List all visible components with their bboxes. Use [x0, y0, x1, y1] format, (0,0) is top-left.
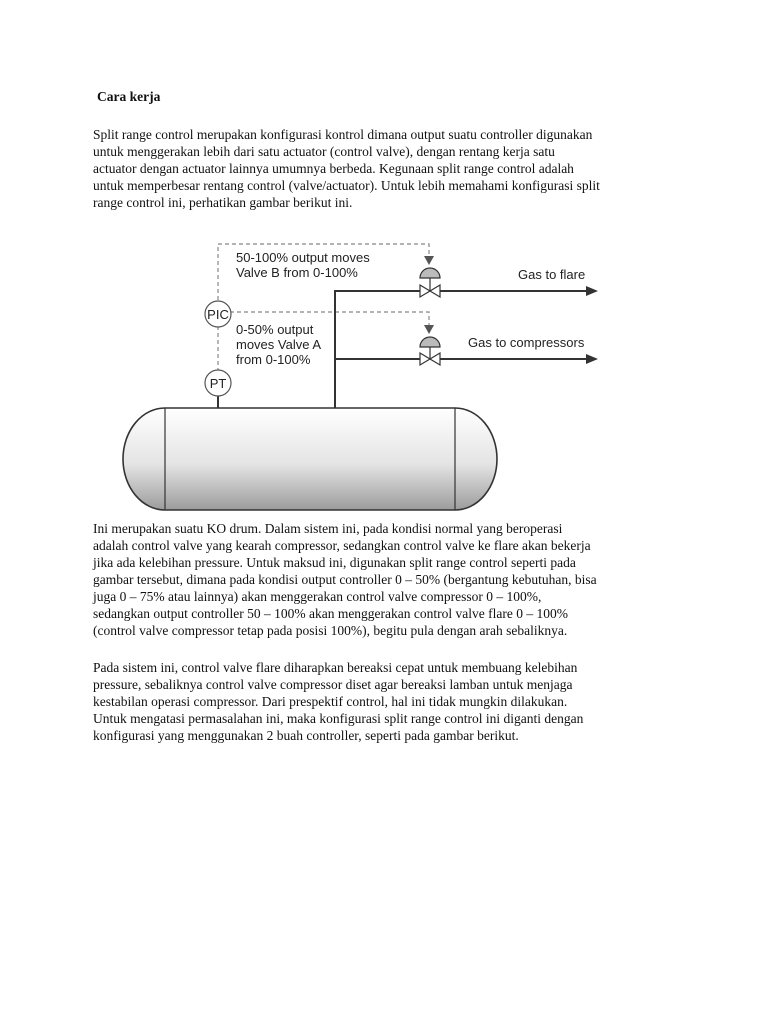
paragraph-line: Split range control merupakan konfigurasi kontrol dimana output suatu controller digunakan — [93, 127, 593, 142]
compressor-label: Gas to compressors — [468, 335, 585, 350]
paragraph-line: jika ada kelebihan pressure. Untuk maksud ini, digunakan split range control seperti pada — [93, 555, 576, 570]
paragraph-line: actuator dengan actuator lainnya umumnya berbeda. Kegunaan split range control adalah — [93, 161, 574, 176]
paragraph-line: konfigurasi yang menggunakan 2 buah controller, seperti pada gambar berikut. — [93, 728, 519, 743]
valve-b-note-line-2: Valve B from 0-100% — [236, 265, 358, 280]
paragraph-line: pressure, sebaliknya control valve compressor diset agar bereaksi lamban untuk menjaga — [93, 677, 573, 692]
valve-a-note-line-1: 0-50% output — [236, 322, 314, 337]
section-heading: Cara kerja — [97, 89, 161, 104]
pipe-main — [335, 291, 420, 408]
paragraph-explanation — [93, 520, 693, 639]
paragraph-line: range control ini, perhatikan gambar berikut ini. — [93, 195, 353, 210]
paragraph-conclusion — [93, 659, 693, 744]
paragraph-line: gambar tersebut, dimana pada kondisi output controller 0 – 50% (bergantung kebutuhan, bisa — [93, 572, 597, 587]
paragraph-line: (control valve compressor tetap pada posisi 100%), begitu pula dengan arah sebaliknya. — [93, 623, 568, 638]
split-range-diagram — [110, 228, 610, 518]
paragraph-intro — [93, 126, 693, 211]
paragraph-line: Untuk mengatasi permasalahan ini, maka konfigurasi split range control ini diganti dengan — [93, 711, 584, 726]
pt-label: PT — [209, 376, 227, 391]
arrow-head-flare — [586, 286, 598, 296]
ko-drum — [123, 408, 497, 510]
paragraph-line: Ini merupakan suatu KO drum. Dalam sistem ini, pada kondisi normal yang beroperasi — [93, 521, 563, 536]
paragraph-line: sedangkan output controller 50 – 100% akan menggerakan control valve flare 0 – 100% — [93, 606, 568, 621]
valve-b-note-line-1: 50-100% output moves — [236, 250, 370, 265]
arrow-head-valve-a — [424, 325, 434, 334]
paragraph-line: juga 0 – 75% atau lainnya) akan menggerakan control valve compressor 0 – 100%, — [93, 589, 542, 604]
paragraph-line: kestabilan operasi compressor. Dari prespektif control, hal ini tidak mungkin dilakukan. — [93, 694, 568, 709]
valve-a-note-line-2: moves Valve A — [236, 337, 322, 352]
control-valve-b-icon — [420, 268, 440, 297]
paragraph-line: Pada sistem ini, control valve flare diharapkan bereaksi cepat untuk membuang kelebihan — [93, 660, 578, 675]
control-valve-a-icon — [420, 337, 440, 365]
valve-a-note-line-3: from 0-100% — [236, 352, 311, 367]
arrow-head-compressor — [586, 354, 598, 364]
pic-label: PIC — [207, 307, 229, 322]
paragraph-line: adalah control valve yang kearah compressor, sedangkan control valve ke flare akan bekerja — [93, 538, 591, 553]
paragraph-line: untuk menggerakan lebih dari satu actuator (control valve), dengan rentang kerja satu — [93, 144, 555, 159]
paragraph-line: untuk memperbesar rentang control (valve/actuator). Untuk lebih memahami konfigurasi split — [93, 178, 600, 193]
arrow-head-valve-b — [424, 256, 434, 265]
flare-label: Gas to flare — [518, 267, 586, 282]
